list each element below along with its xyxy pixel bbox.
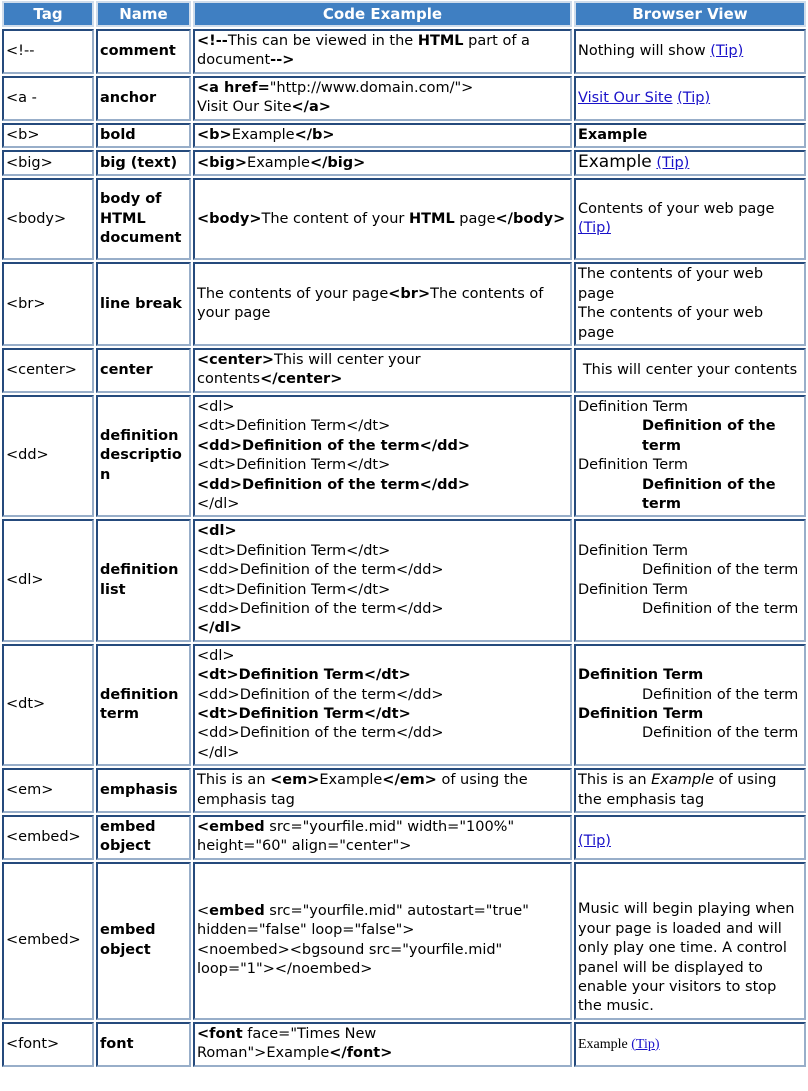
code-cell: <b>Example</b>: [193, 123, 572, 148]
header-browser-view: Browser View: [574, 1, 806, 27]
table-row: [2, 123, 806, 148]
tag-cell: <font>: [2, 1022, 94, 1067]
tip-link[interactable]: (Tip): [578, 220, 611, 237]
name-cell: anchor: [96, 76, 191, 121]
tag-cell: <body>: [2, 178, 94, 260]
tag-cell: <dd>: [2, 395, 94, 517]
table-row: [2, 1022, 806, 1067]
tip-link[interactable]: (Tip): [578, 833, 611, 850]
view-cell: Definition Term Definition of the term Definition Term Definition of the term: [574, 395, 806, 517]
tag-cell: <em>: [2, 768, 94, 813]
code-cell: <dl> <dt>Definition Term</dt> <dd>Definition of the term</dd> <dt>Definition Term</dt> <dd>Definition of the term</dd> </dl>: [193, 644, 572, 766]
name-cell: embed object: [96, 815, 191, 860]
table-row: [2, 815, 806, 860]
view-cell: Contents of your web page (Tip): [574, 178, 806, 260]
view-cell: Example (Tip): [574, 1022, 806, 1067]
view-cell: Example: [574, 123, 806, 148]
view-cell: This is an Example of using the emphasis tag: [574, 768, 806, 813]
name-cell: definition term: [96, 644, 191, 766]
table-row: [2, 262, 806, 346]
header-tag: Tag: [2, 1, 94, 27]
tag-cell: <dt>: [2, 644, 94, 766]
table-row: [2, 519, 806, 641]
code-cell: <embed src="yourfile.mid" autostart="true" hidden="false" loop="false"> <noembed><bgsound src="yourfile.mid" loop="1"></noembed>: [193, 862, 572, 1020]
tag-cell: <b>: [2, 123, 94, 148]
view-cell: Music will begin playing when your page is loaded and will only play one time. A control panel will be displayed to enable your visitors to stop the music.: [574, 862, 806, 1020]
view-cell: Nothing will show (Tip): [574, 29, 806, 74]
name-cell: comment: [96, 29, 191, 74]
table-row: [2, 178, 806, 260]
name-cell: embed object: [96, 862, 191, 1020]
code-cell: <dl> <dt>Definition Term</dt> <dd>Definition of the term</dd> <dt>Definition Term</dt> <dd>Definition of the term</dd> </dl>: [193, 519, 572, 641]
tag-cell: <br>: [2, 262, 94, 346]
tip-link[interactable]: (Tip): [631, 1036, 660, 1052]
tag-cell: <embed>: [2, 815, 94, 860]
tip-link[interactable]: (Tip): [677, 89, 711, 106]
tag-cell: <dl>: [2, 519, 94, 641]
view-cell: This will center your contents: [574, 348, 806, 393]
table-row: [2, 862, 806, 1020]
table-row: [2, 395, 806, 517]
table-row: [2, 29, 806, 74]
name-cell: center: [96, 348, 191, 393]
code-cell: <!--This can be viewed in the HTML part of a document-->: [193, 29, 572, 74]
table-row: [2, 348, 806, 393]
tag-cell: <big>: [2, 150, 94, 176]
view-cell: Definition Term Definition of the term Definition Term Definition of the term: [574, 519, 806, 641]
code-cell: This is an <em>Example</em> of using the emphasis tag: [193, 768, 572, 813]
view-cell: Definition Term Definition of the term Definition Term Definition of the term: [574, 644, 806, 766]
header-row: [2, 1, 806, 27]
name-cell: big (text): [96, 150, 191, 176]
name-cell: definition list: [96, 519, 191, 641]
code-cell: <body>The content of your HTML page</body>: [193, 178, 572, 260]
name-cell: line break: [96, 262, 191, 346]
view-cell: Example (Tip): [574, 150, 806, 176]
name-cell: font: [96, 1022, 191, 1067]
tag-cell: <center>: [2, 348, 94, 393]
visit-our-site-link[interactable]: Visit Our Site: [578, 89, 673, 106]
header-code-example: Code Example: [193, 1, 572, 27]
table-row: [2, 76, 806, 121]
tip-link[interactable]: (Tip): [710, 42, 744, 59]
tip-link[interactable]: (Tip): [656, 155, 690, 172]
name-cell: definition description: [96, 395, 191, 517]
code-cell: <font face="Times New Roman">Example</font>: [193, 1022, 572, 1067]
name-cell: body of HTML document: [96, 178, 191, 260]
code-cell: <a href="http://www.domain.com/"> Visit Our Site</a>: [193, 76, 572, 121]
code-cell: <dl> <dt>Definition Term</dt> <dd>Definition of the term</dd> <dt>Definition Term</dt> <dd>Definition of the term</dd> </dl>: [193, 395, 572, 517]
table-row: [2, 644, 806, 766]
code-cell: <center>This will center your contents</center>: [193, 348, 572, 393]
view-cell: [574, 76, 806, 121]
tag-cell: <!--: [2, 29, 94, 74]
view-cell: [574, 815, 806, 860]
name-cell: bold: [96, 123, 191, 148]
tag-cell: <embed>: [2, 862, 94, 1020]
code-cell: The contents of your page<br>The contents of your page: [193, 262, 572, 346]
header-name: Name: [96, 1, 191, 27]
name-cell: emphasis: [96, 768, 191, 813]
code-cell: <big>Example</big>: [193, 150, 572, 176]
tag-cell: <a -: [2, 76, 94, 121]
code-cell: <embed src="yourfile.mid" width="100%" height="60" align="center">: [193, 815, 572, 860]
view-cell: The contents of your web page The contents of your web page: [574, 262, 806, 346]
table-row: [2, 150, 806, 176]
table-row: [2, 768, 806, 813]
